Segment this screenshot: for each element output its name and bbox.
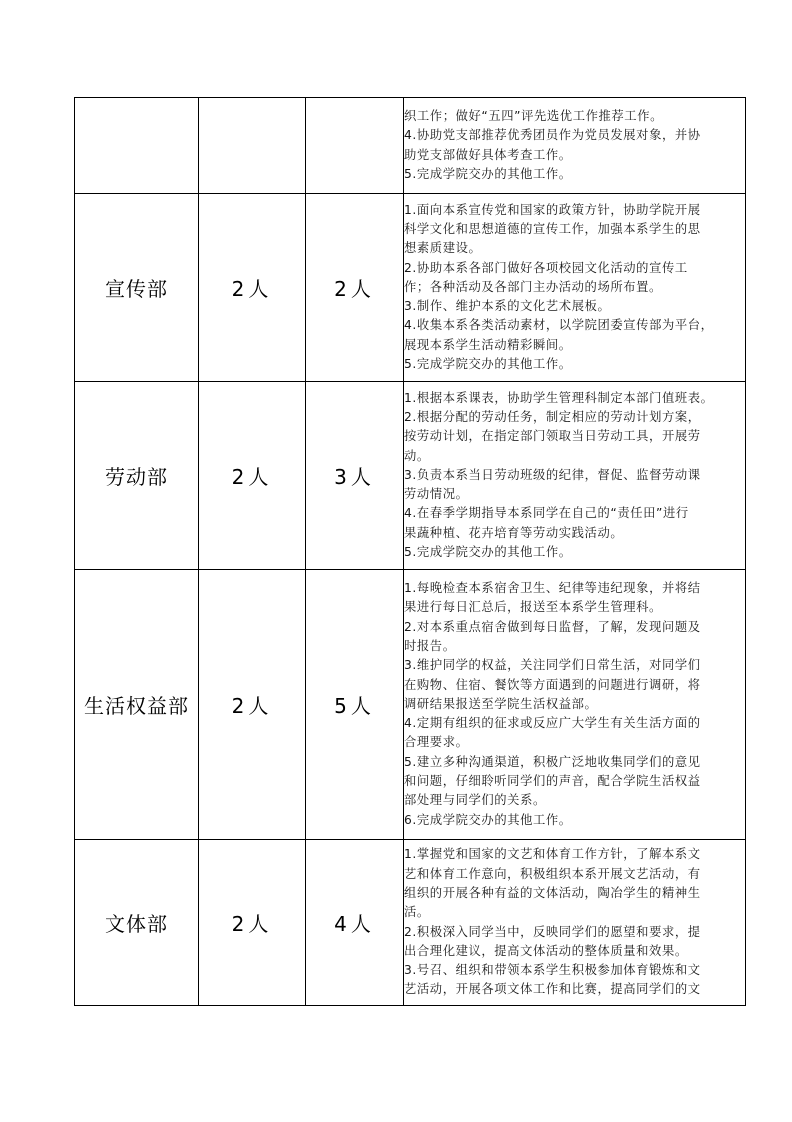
duty-line: 2.根据分配的劳动任务，制定相应的劳动计划方案， — [404, 409, 701, 424]
duty-line: 1.面向本系宣传党和国家的政策方针，协助学院开展 — [404, 202, 701, 217]
department-name-cell — [75, 98, 199, 194]
duty-line: 1.掌握党和国家的文艺和体育工作方针，了解本系文 — [404, 847, 701, 862]
table-row — [75, 194, 746, 382]
duties-cell — [404, 382, 746, 570]
duty-line: 组织的开展各种有益的文体活动，陶冶学生的精神生 — [404, 885, 701, 900]
duty-line: 作；各种活动及各部门主办活动的场所布置。 — [404, 279, 662, 294]
duty-line: 5.完成学院交办的其他工作。 — [404, 545, 572, 560]
duty-line: 部处理与同学们的关系。 — [404, 793, 546, 808]
duty-line: 展现本系学生活动精彩瞬间。 — [404, 337, 572, 352]
duty-line: 3.号召、组织和带领本系学生积极参加体育锻炼和文 — [404, 963, 701, 978]
duty-line: 4.协助党支部推荐优秀团员作为党员发展对象，并协 — [404, 128, 701, 143]
duty-line: 在购物、住宿、餐饮等方面遇到的问题进行调研，将 — [404, 677, 701, 692]
duty-line: 4.在春季学期指导本系同学在自己的“责任田”进行 — [404, 506, 689, 521]
duty-line: 1.每晚检查本系宿舍卫生、纪律等违纪现象，并将结 — [404, 581, 701, 596]
duty-line: 5.完成学院交办的其他工作。 — [404, 166, 572, 181]
duty-line: 3.制作、维护本系的文化艺术展板。 — [404, 299, 611, 314]
staff-count-cell: 4人 — [306, 840, 404, 1006]
duty-line: 3.负责本系当日劳动班级的纪律，督促、监督劳动课 — [404, 467, 701, 482]
member-count-cell: 2人 — [199, 570, 306, 840]
duty-line: 4.定期有组织的征求或反应广大学生有关生活方面的 — [404, 716, 701, 731]
department-name-cell: 生活权益部 — [75, 570, 199, 840]
duty-line: 艺和体育工作意向，积极组织本系开展文艺活动，有 — [404, 866, 701, 881]
duty-line: 艺活动，开展各项文体工作和比赛，提高同学们的文 — [404, 982, 701, 997]
duty-line: 4.收集本系各类活动素材，以学院团委宣传部为平台， — [404, 318, 714, 333]
member-count-cell: 2人 — [199, 382, 306, 570]
duty-line: 活。 — [404, 905, 430, 920]
duty-line: 2.协助本系各部门做好各项校园文化活动的宣传工 — [404, 260, 688, 275]
duty-line: 3.维护同学的权益，关注同学们日常生活，对同学们 — [404, 658, 701, 673]
department-name-cell: 文体部 — [75, 840, 199, 1006]
duties-cell — [404, 570, 746, 840]
duty-line: 科学文化和思想道德的宣传工作，加强本系学生的思 — [404, 221, 701, 236]
department-duties-table — [74, 97, 746, 1006]
staff-count-cell — [306, 98, 404, 194]
duty-line: 时报告。 — [404, 638, 456, 653]
duty-line: 调研结果报送至学院生活权益部。 — [404, 696, 598, 711]
duty-line: 果进行每日汇总后，报送至本系学生管理科。 — [404, 600, 662, 615]
duty-line: 果蔬种植、花卉培育等劳动实践活动。 — [404, 525, 624, 540]
duty-line: 和问题，仔细聆听同学们的声音，配合学院生活权益 — [404, 774, 701, 789]
duty-line: 织工作；做好“五四”评先选优工作推荐工作。 — [404, 108, 663, 123]
department-name-cell: 宣传部 — [75, 194, 199, 382]
staff-count-cell: 5人 — [306, 570, 404, 840]
duty-line: 助党支部做好具体考查工作。 — [404, 147, 572, 162]
duty-line: 5.建立多种沟通渠道，积极广泛地收集同学们的意见 — [404, 754, 701, 769]
duty-line: 5.完成学院交办的其他工作。 — [404, 357, 572, 372]
table-row — [75, 382, 746, 570]
table-row — [75, 840, 746, 1006]
member-count-cell: 2人 — [199, 840, 306, 1006]
member-count-cell — [199, 98, 306, 194]
duty-line: 想素质建设。 — [404, 241, 482, 256]
duty-line: 动。 — [404, 448, 430, 463]
duty-line: 2.对本系重点宿舍做到每日监督，了解，发现问题及 — [404, 619, 701, 634]
table-row — [75, 98, 746, 194]
duty-line: 按劳动计划，在指定部门领取当日劳动工具，开展劳 — [404, 429, 701, 444]
duty-line: 出合理化建议，提高文体活动的整体质量和效果。 — [404, 943, 688, 958]
department-name-cell: 劳动部 — [75, 382, 199, 570]
member-count-cell: 2人 — [199, 194, 306, 382]
duties-cell — [404, 840, 746, 1006]
duties-cell — [404, 98, 746, 194]
duty-line: 2.积极深入同学当中，反映同学们的愿望和要求，提 — [404, 924, 701, 939]
duty-line: 6.完成学院交办的其他工作。 — [404, 812, 572, 827]
staff-count-cell: 2人 — [306, 194, 404, 382]
table-body — [75, 98, 746, 1006]
duty-line: 劳动情况。 — [404, 487, 469, 502]
duty-line: 1.根据本系课表，协助学生管理科制定本部门值班表。 — [404, 390, 714, 405]
duties-cell — [404, 194, 746, 382]
table-row — [75, 570, 746, 840]
staff-count-cell: 3人 — [306, 382, 404, 570]
duty-line: 合理要求。 — [404, 735, 469, 750]
